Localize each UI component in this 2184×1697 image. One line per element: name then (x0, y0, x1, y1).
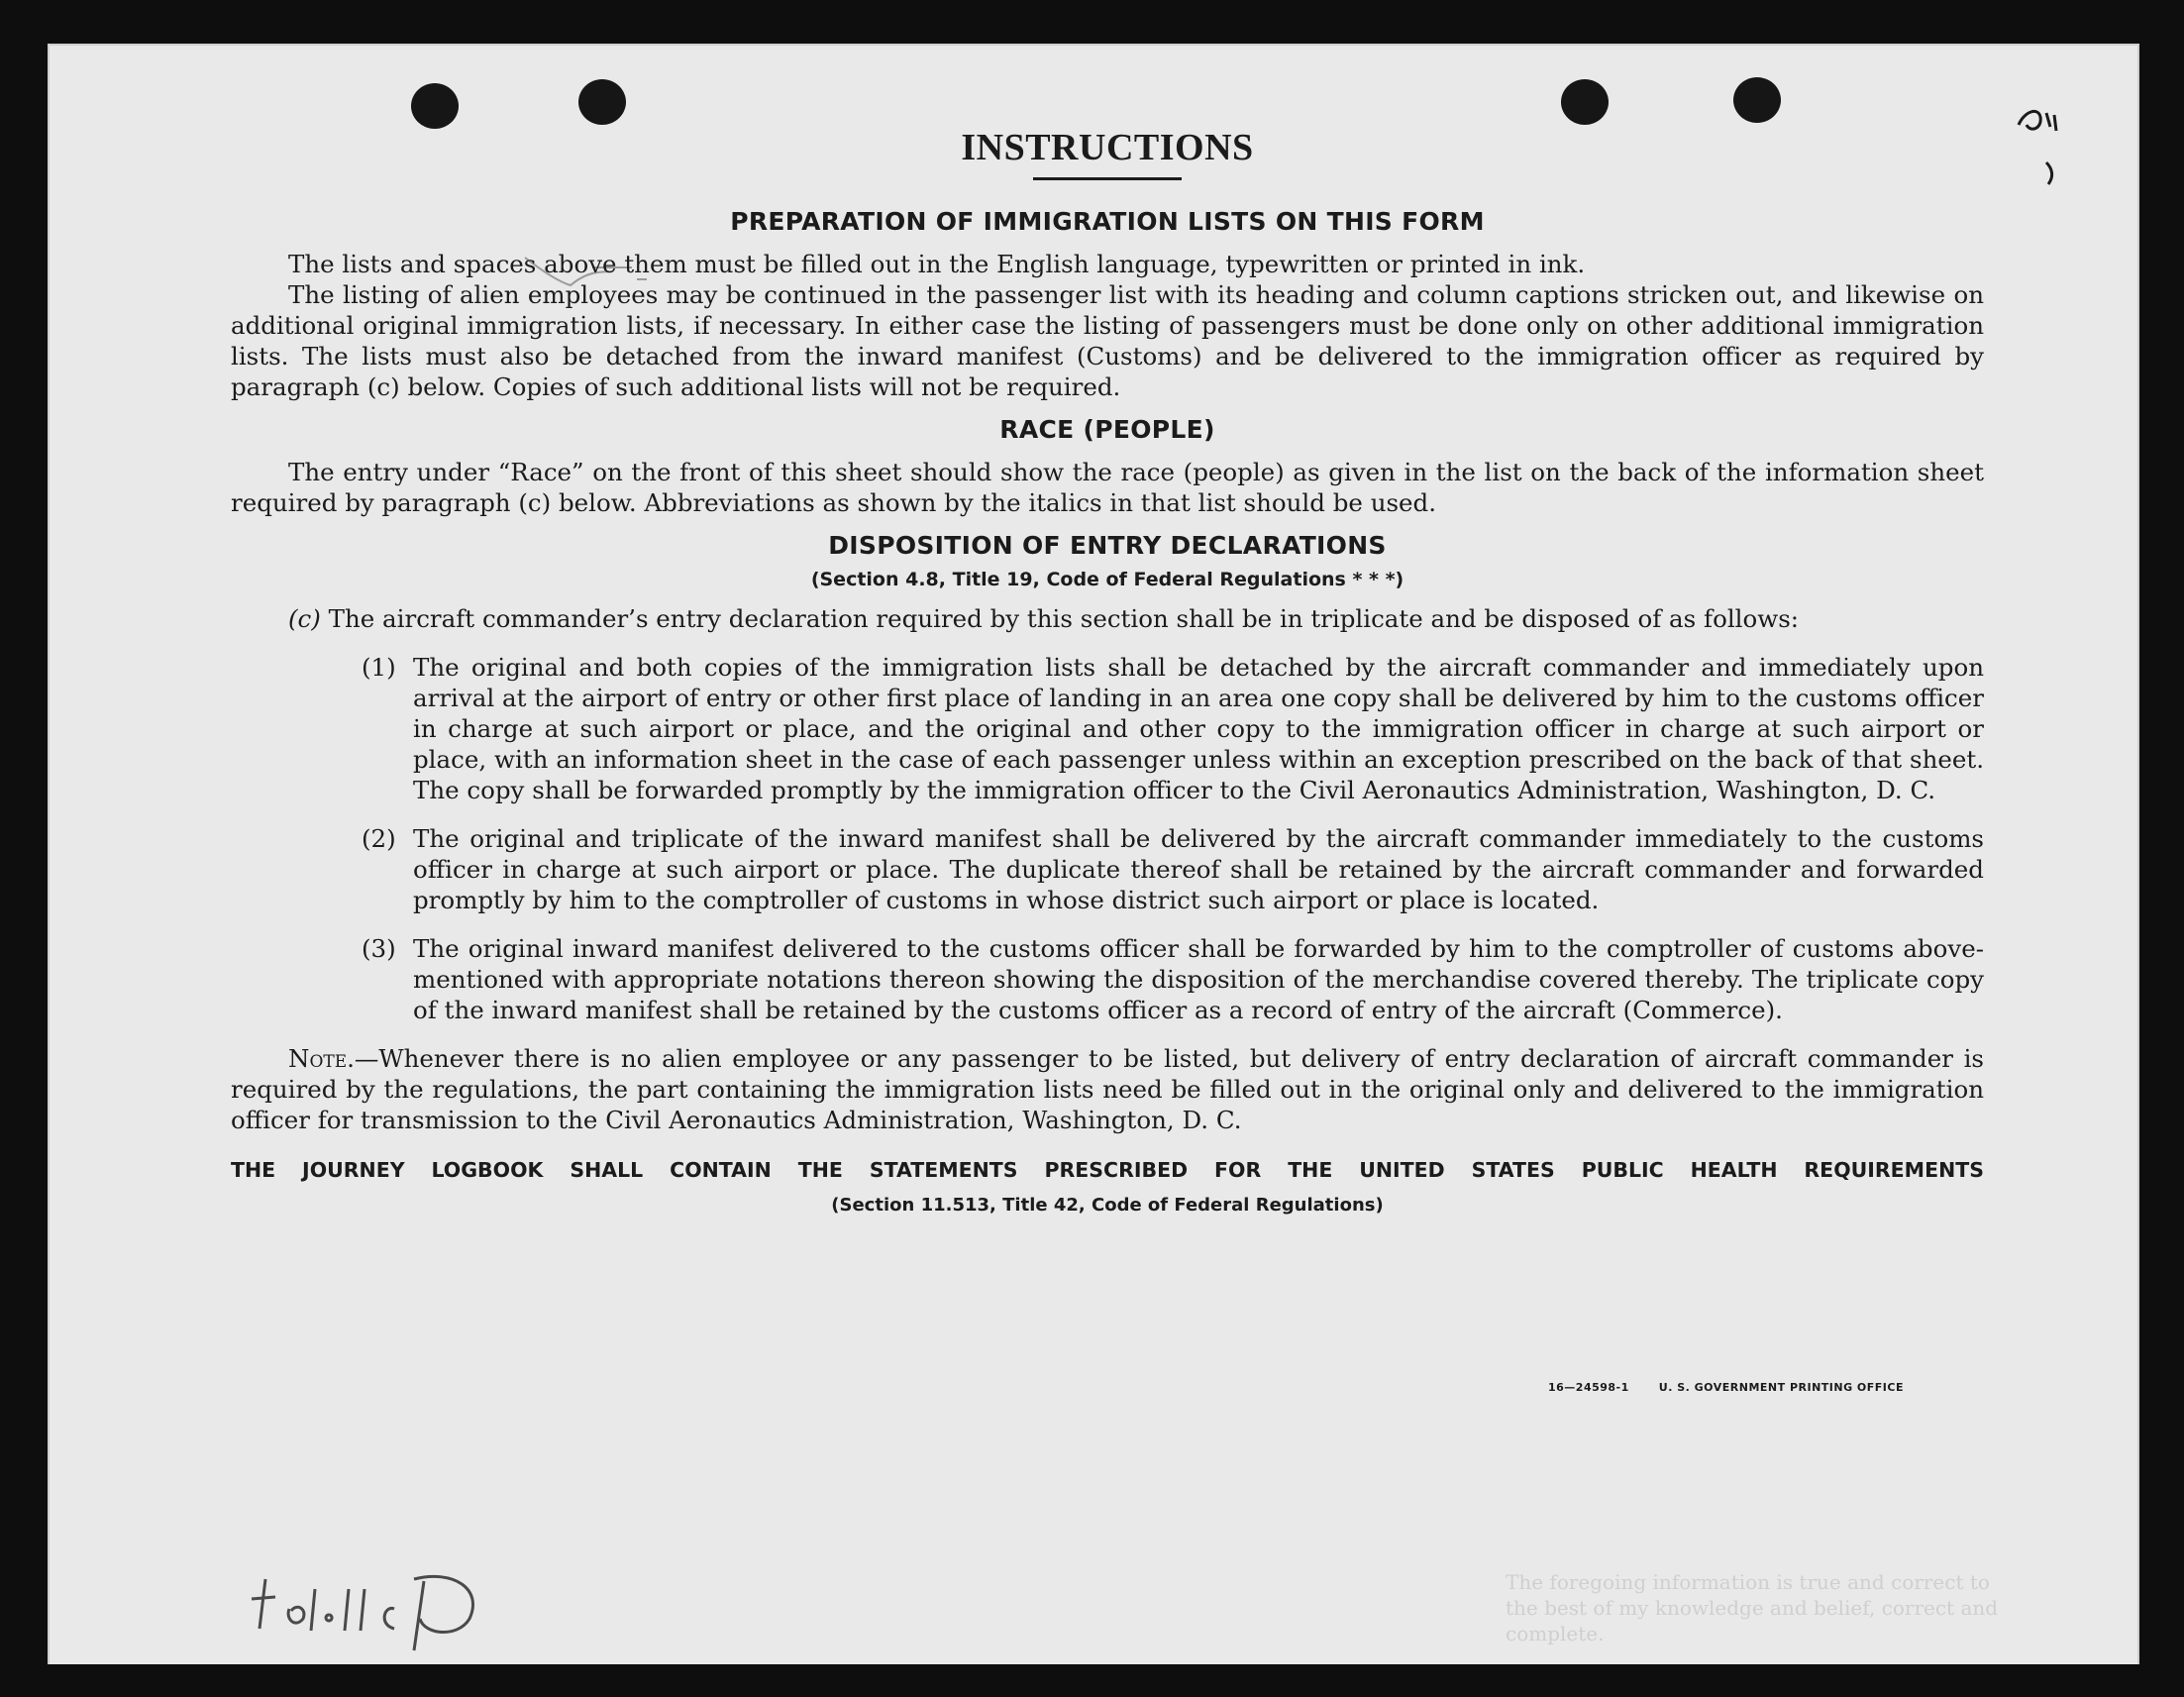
print-code: 16—24598-1 (1547, 1381, 1629, 1394)
logbook-statement: THE JOURNEY LOGBOOK SHALL CONTAIN THE STATEMENTS PRESCRIBED FOR THE UNITED STATES PUBLIC HEALTH REQUIREMENTS (231, 1158, 1984, 1182)
item-text: The original and triplicate of the inward manifest shall be delivered by the aircraft commander immediately to the customs officer in charge at such airport or place. The duplicate thereof shall be retained by the aircraft commander and forwarded promptly by him to the comptroller of customs in whose district such airport or place is located. (413, 824, 1984, 914)
scan-border (0, 1664, 2184, 1697)
item-number: (1) (362, 653, 396, 682)
item-number: (3) (362, 934, 396, 963)
title-rule (1033, 177, 1182, 180)
paragraph-alien-employees: The listing of alien employees may be continued in the passenger list with its heading and column captions stricken out, and likewise on additional original immigration lists, if necessary. In either case the listing of passengers must be done only on other additional immigration lists. The lists must also be detached from the inward manifest (Customs) and be delivered to the immigration officer as required by paragraph (c) below. Copies of such additional lists will not be required. (231, 280, 1984, 401)
pencil-mark (2011, 103, 2070, 192)
section-heading-race: RACE (PEOPLE) (999, 415, 1215, 444)
punch-hole (411, 83, 459, 129)
printer-imprint (1548, 1381, 1904, 1394)
paragraph-language: The lists and spaces above them must be filled out in the English language, typewritten or printed in ink. (288, 250, 1586, 278)
list-item (231, 933, 1984, 1025)
paragraph-text: The aircraft commander’s entry declaration required by this section shall be in triplicate and be disposed of as follows: (328, 604, 1800, 633)
punch-hole (1561, 79, 1609, 125)
punch-hole (578, 79, 626, 125)
punch-hole (1733, 77, 1781, 123)
printer-name: U. S. GOVERNMENT PRINTING OFFICE (1658, 1381, 1904, 1394)
document-page (48, 44, 2139, 1688)
logbook-citation: (Section 11.513, Title 42, Code of Federal Regulations) (831, 1195, 1384, 1216)
item-text: The original inward manifest delivered to the customs officer shall be forwarded by him to the comptroller of customs above-mentioned with appropriate notations thereon showing the disposition of the merchandise covered thereby. The triplicate copy of the inward manifest shall be retained by the customs officer as a record of entry of the aircraft (Commerce). (413, 934, 1984, 1024)
note-label: Note. (288, 1044, 355, 1073)
item-text: The original and both copies of the immigration lists shall be detached by the aircraft commander and immediately upon arrival at the airport of entry or other first place of landing in an area one copy shall be delivered by him to the customs officer in charge at such airport or place, and the original and other copy to the immigration officer in charge at such airport or place, with an information sheet in the case of each passenger unless within an exception prescribed on the back of that sheet. The copy shall be forwarded promptly by the immigration officer to the Civil Aeronautics Administration, Washington, D. C. (413, 653, 1984, 804)
note-paragraph (231, 1043, 1984, 1135)
section-citation: (Section 4.8, Title 19, Code of Federal Regulations * * *) (810, 569, 1404, 590)
paragraph-c-intro (231, 603, 1984, 634)
instructions-body (231, 127, 1984, 1220)
bleed-through-text: The foregoing information is true and correct to the best of my knowledge and belief, correct and complete. (1506, 1570, 1999, 1645)
page-title: INSTRUCTIONS (961, 127, 1254, 168)
item-number: (2) (362, 824, 396, 853)
paragraph-race: The entry under “Race” on the front of this sheet should show the race (people) as given in the list on the back of the information sheet required by paragraph (c) below. Abbreviations as shown by the italics in that list should be used. (231, 458, 1984, 517)
list-item (231, 823, 1984, 915)
handwritten-annotation (246, 1559, 572, 1658)
section-heading-preparation: PREPARATION OF IMMIGRATION LISTS ON THIS FORM (730, 207, 1485, 236)
paragraph-label: (c) (288, 604, 321, 633)
section-heading-disposition: DISPOSITION OF ENTRY DECLARATIONS (828, 531, 1387, 560)
list-item (231, 652, 1984, 805)
note-text: —Whenever there is no alien employee or any passenger to be listed, but delivery of entry declaration of aircraft commander is required by the regulations, the part containing the immigration lists need be filled out in the original only and delivered to the immigration officer for transmission to the Civil Aeronautics Administration, Washington, D. C. (231, 1044, 1984, 1134)
